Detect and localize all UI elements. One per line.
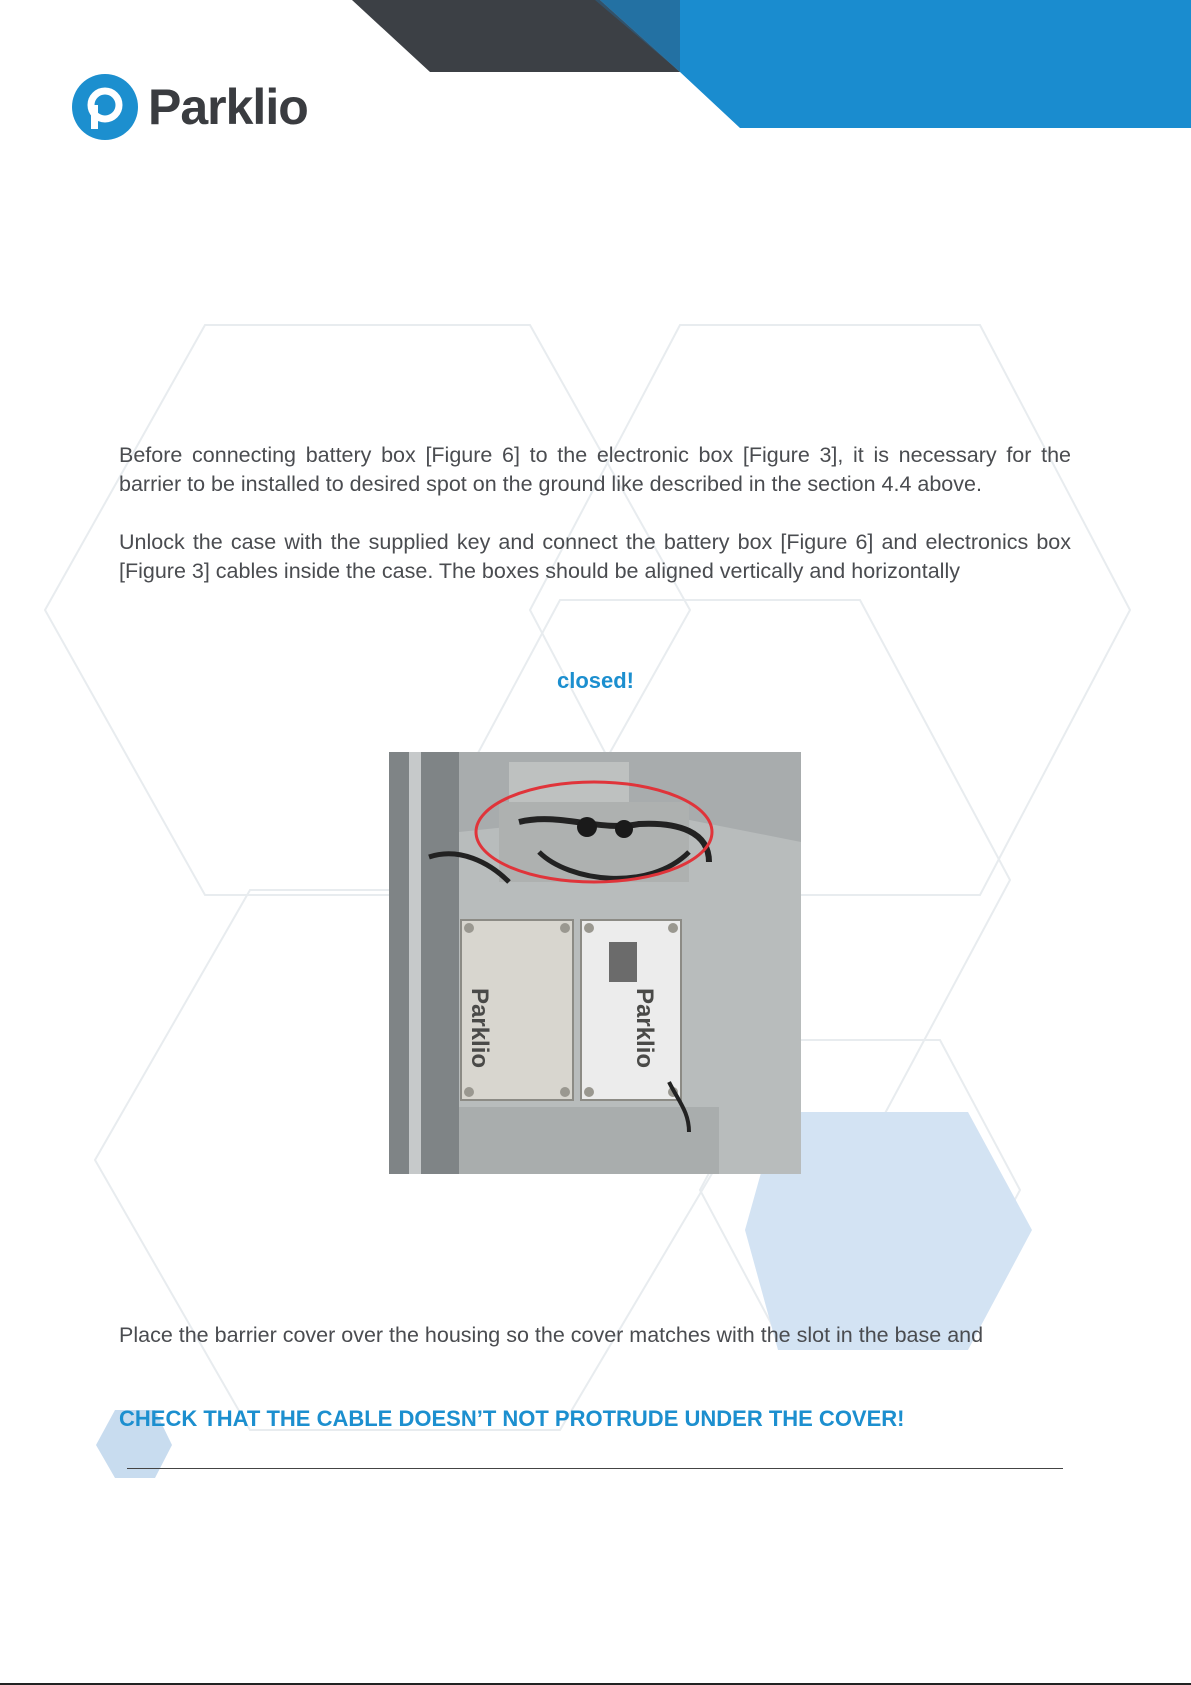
photo-icon xyxy=(389,752,801,1174)
right-box-label: Parklio xyxy=(631,988,658,1069)
page-header xyxy=(0,0,1191,140)
parklio-logo xyxy=(70,72,308,142)
cable-warning: CHECK THAT THE CABLE DOESN’T NOT PROTRUDE UNDER THE COVER! xyxy=(119,1406,905,1431)
divider-line xyxy=(127,1468,1063,1469)
closed-emphasis: closed! xyxy=(556,668,635,693)
paragraph-place-cover: Place the barrier cover over the housing so the cover matches with the slot in the base and xyxy=(119,1323,984,1347)
parklio-logo-icon xyxy=(70,72,140,142)
paragraph-connect-intro: Before connecting battery box [Figure 6] to the electronic box [Figure 3], it is necessary for the barrier to be installed to desired spot on the ground like described in the section 4.4 above. xyxy=(119,443,1071,496)
paragraph-unlock-case: Unlock the case with the supplied key and connect the battery box [Figure 6] and electronics box [Figure 3] cables inside the case. The boxes should be aligned vertically and horizontally xyxy=(119,530,1071,583)
boxes-photo xyxy=(389,752,801,1174)
logo-wordmark: Parklio xyxy=(148,79,308,135)
left-box-label: Parklio xyxy=(466,988,493,1069)
